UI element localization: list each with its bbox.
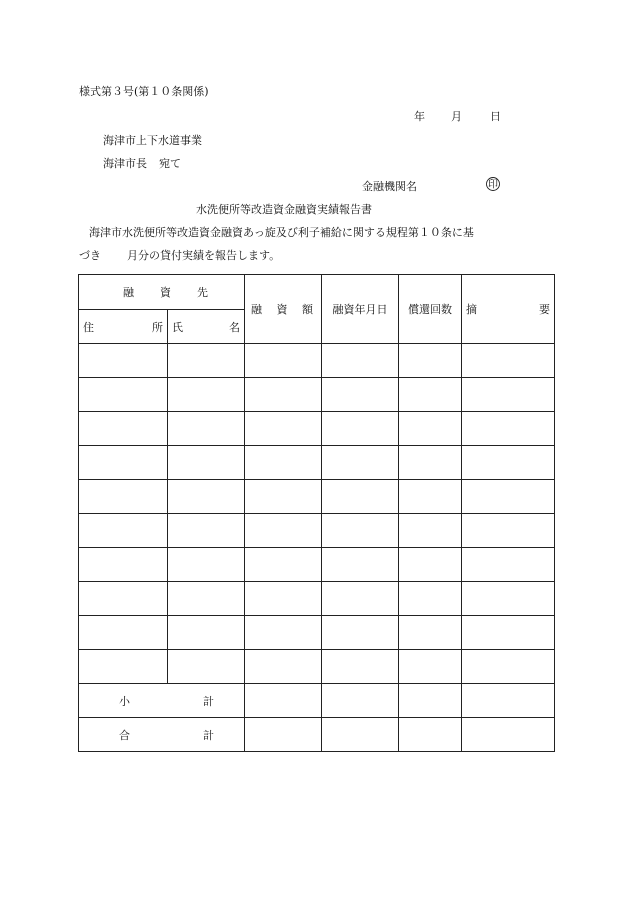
repayment-cell[interactable] xyxy=(399,582,462,616)
total-repayment-cell[interactable] xyxy=(399,718,462,752)
remarks-cell[interactable] xyxy=(462,616,555,650)
date-cell[interactable] xyxy=(322,480,399,514)
amount-cell[interactable] xyxy=(245,548,322,582)
amount-cell[interactable] xyxy=(245,344,322,378)
header-char: 融 xyxy=(251,303,262,316)
amount-cell[interactable] xyxy=(245,378,322,412)
amount-cell[interactable] xyxy=(245,480,322,514)
header-char: 資 xyxy=(160,286,171,299)
remarks-cell[interactable] xyxy=(462,582,555,616)
table-row xyxy=(79,514,555,548)
name-cell[interactable] xyxy=(168,480,245,514)
table-row xyxy=(79,446,555,480)
date-day-label: 日 xyxy=(490,110,501,123)
header-char: 摘 xyxy=(466,303,477,316)
total-remarks-cell[interactable] xyxy=(462,718,555,752)
label-char: 計 xyxy=(203,694,214,708)
address-cell[interactable] xyxy=(79,446,168,480)
name-cell[interactable] xyxy=(168,412,245,446)
seal-mark xyxy=(485,176,501,192)
name-cell[interactable] xyxy=(168,616,245,650)
repayment-cell[interactable] xyxy=(399,378,462,412)
date-cell[interactable] xyxy=(322,582,399,616)
date-cell[interactable] xyxy=(322,514,399,548)
form-number: 様式第３号(第１０条関係) xyxy=(79,85,209,98)
date-month-label: 月 xyxy=(451,110,462,123)
report-table xyxy=(78,274,555,752)
subtotal-date-cell[interactable] xyxy=(322,684,399,718)
table-row xyxy=(79,412,555,446)
repayment-cell[interactable] xyxy=(399,650,462,684)
remarks-cell[interactable] xyxy=(462,650,555,684)
body-line-2-end: 月分の貸付実績を報告します。 xyxy=(127,249,281,262)
name-header xyxy=(168,310,245,344)
header-char: 氏 xyxy=(172,320,183,334)
label-char: 計 xyxy=(203,728,214,742)
body-line-2-start: づき xyxy=(79,249,101,262)
remarks-cell[interactable] xyxy=(462,480,555,514)
name-cell[interactable] xyxy=(168,582,245,616)
table-row xyxy=(79,480,555,514)
date-cell[interactable] xyxy=(322,344,399,378)
seal-char: 印 xyxy=(488,179,498,191)
table-row xyxy=(79,650,555,684)
header-char: 名 xyxy=(229,320,240,334)
address-cell[interactable] xyxy=(79,514,168,548)
address-cell[interactable] xyxy=(79,548,168,582)
address-header xyxy=(79,310,168,344)
table-row xyxy=(79,582,555,616)
header-char: 所 xyxy=(152,320,163,334)
header-char: 住 xyxy=(83,320,94,334)
amount-cell[interactable] xyxy=(245,412,322,446)
header-char: 融 xyxy=(123,286,134,299)
remarks-header xyxy=(462,275,555,344)
total-amount-cell[interactable] xyxy=(245,718,322,752)
document-title: 水洗便所等改造資金融資実績報告書 xyxy=(196,203,372,216)
name-cell[interactable] xyxy=(168,514,245,548)
addressee-mayor xyxy=(103,155,181,171)
repayment-cell[interactable] xyxy=(399,480,462,514)
total-label xyxy=(79,718,245,752)
loan-date-header: 融資年月日 xyxy=(322,275,399,344)
total-date-cell[interactable] xyxy=(322,718,399,752)
repayment-cell[interactable] xyxy=(399,344,462,378)
date-cell[interactable] xyxy=(322,412,399,446)
table-row xyxy=(79,548,555,582)
addressee-mayor-label: 海津市長 xyxy=(103,157,147,170)
date-year-label: 年 xyxy=(414,110,425,123)
loan-amount-header xyxy=(245,275,322,344)
remarks-cell[interactable] xyxy=(462,514,555,548)
date-cell[interactable] xyxy=(322,548,399,582)
address-cell[interactable] xyxy=(79,344,168,378)
repayment-cell[interactable] xyxy=(399,514,462,548)
total-row xyxy=(79,718,555,752)
address-cell[interactable] xyxy=(79,412,168,446)
financial-institution-label: 金融機関名 xyxy=(362,180,417,193)
repayment-count-header: 償還回数 xyxy=(399,275,462,344)
table-row xyxy=(79,378,555,412)
repayment-cell[interactable] xyxy=(399,446,462,480)
label-char: 小 xyxy=(119,694,130,708)
name-cell[interactable] xyxy=(168,650,245,684)
subtotal-amount-cell[interactable] xyxy=(245,684,322,718)
date-cell[interactable] xyxy=(322,650,399,684)
address-cell[interactable] xyxy=(79,480,168,514)
remarks-cell[interactable] xyxy=(462,378,555,412)
address-cell[interactable] xyxy=(79,650,168,684)
remarks-cell[interactable] xyxy=(462,548,555,582)
subtotal-label xyxy=(79,684,245,718)
address-cell[interactable] xyxy=(79,378,168,412)
header-char: 要 xyxy=(539,303,550,316)
amount-cell[interactable] xyxy=(245,616,322,650)
seal-icon xyxy=(485,176,501,192)
table-header-row-1 xyxy=(79,275,555,310)
amount-cell[interactable] xyxy=(245,582,322,616)
table-row xyxy=(79,344,555,378)
remarks-cell[interactable] xyxy=(462,412,555,446)
body-line-2 xyxy=(79,247,280,263)
header-char: 先 xyxy=(197,286,208,299)
repayment-cell[interactable] xyxy=(399,616,462,650)
header-char: 額 xyxy=(302,303,313,316)
repayment-cell[interactable] xyxy=(399,412,462,446)
amount-cell[interactable] xyxy=(245,650,322,684)
subtotal-row xyxy=(79,684,555,718)
address-cell[interactable] xyxy=(79,616,168,650)
header-char: 資 xyxy=(276,303,288,316)
name-cell[interactable] xyxy=(168,344,245,378)
date-cell[interactable] xyxy=(322,446,399,480)
date-cell[interactable] xyxy=(322,378,399,412)
amount-cell[interactable] xyxy=(245,446,322,480)
subtotal-repayment-cell[interactable] xyxy=(399,684,462,718)
remarks-cell[interactable] xyxy=(462,446,555,480)
address-cell[interactable] xyxy=(79,582,168,616)
name-cell[interactable] xyxy=(168,446,245,480)
name-cell[interactable] xyxy=(168,548,245,582)
addressee-org: 海津市上下水道事業 xyxy=(103,134,202,147)
subtotal-remarks-cell[interactable] xyxy=(462,684,555,718)
name-cell[interactable] xyxy=(168,378,245,412)
amount-cell[interactable] xyxy=(245,514,322,548)
remarks-cell[interactable] xyxy=(462,344,555,378)
label-char: 合 xyxy=(119,728,130,742)
date-cell[interactable] xyxy=(322,616,399,650)
body-line-1: 海津市水洗便所等改造資金融資あっ旋及び利子補給に関する規程第１０条に基 xyxy=(89,226,474,239)
loan-recipient-header xyxy=(79,275,245,310)
table-row xyxy=(79,616,555,650)
addressee-suffix: 宛て xyxy=(159,157,181,170)
repayment-cell[interactable] xyxy=(399,548,462,582)
